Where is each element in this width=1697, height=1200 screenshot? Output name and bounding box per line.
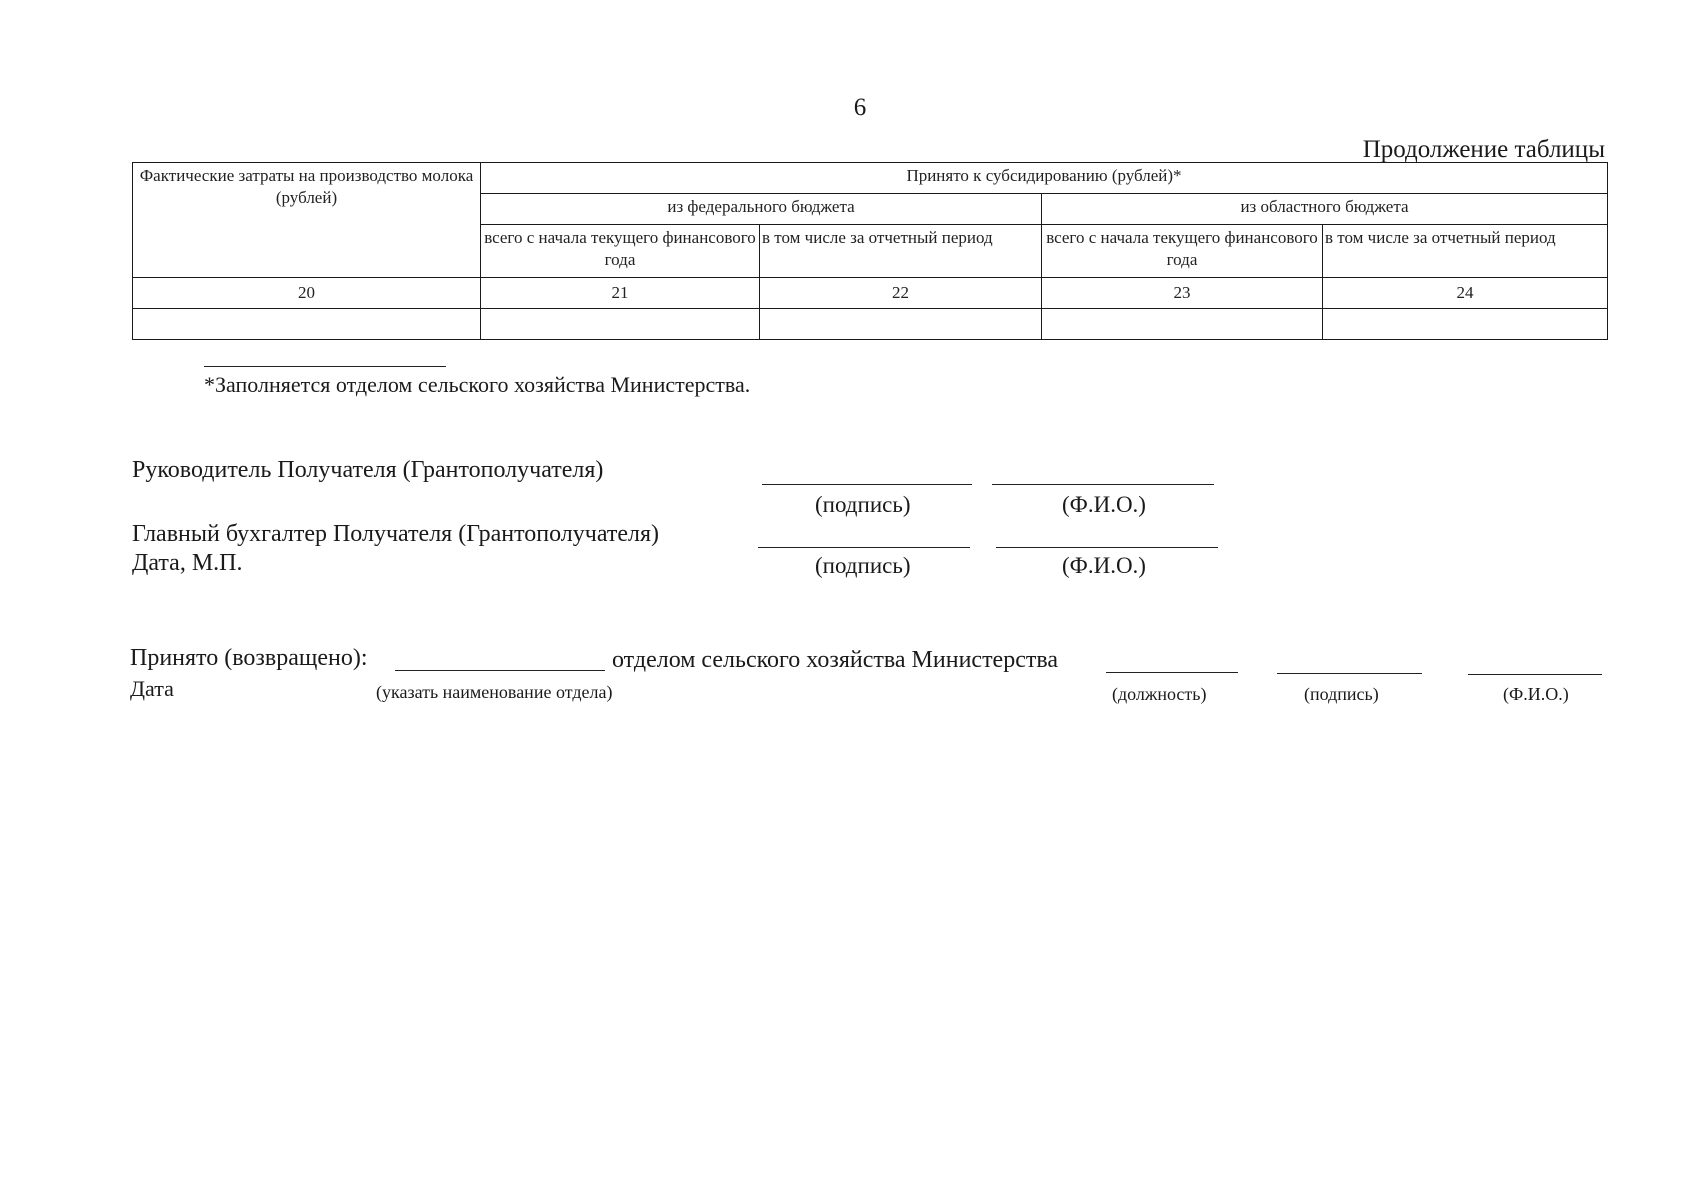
header-accepted-subsidy: Принято к субсидированию (рублей)*: [481, 163, 1608, 194]
accountant-signature-caption: (подпись): [815, 553, 911, 578]
continuation-label: Продолжение таблицы: [1362, 136, 1605, 163]
data-cell[interactable]: [133, 309, 481, 340]
position-caption: (должность): [1112, 684, 1207, 704]
data-cell[interactable]: [1042, 309, 1323, 340]
table-header-row: [133, 163, 1608, 194]
data-cell[interactable]: [481, 309, 760, 340]
footnote-divider: [204, 366, 446, 367]
department-caption: (указать наименование отдела): [376, 682, 613, 702]
accountant-fio-line[interactable]: [996, 547, 1218, 548]
head-signature-caption: (подпись): [815, 492, 911, 517]
head-signature-line[interactable]: [762, 484, 972, 485]
data-cell[interactable]: [760, 309, 1042, 340]
head-fio-caption: (Ф.И.О.): [1062, 492, 1146, 517]
acceptance-signature-caption: (подпись): [1304, 684, 1379, 704]
head-label: Руководитель Получателя (Грантополучателя): [132, 457, 604, 483]
acceptance-middle: отделом сельского хозяйства Министерства: [612, 647, 1059, 673]
position-line[interactable]: [1106, 672, 1238, 673]
column-number: 23: [1042, 278, 1323, 309]
accountant-label: Главный бухгалтер Получателя (Грантополучателя): [132, 521, 659, 547]
column-number: 24: [1323, 278, 1608, 309]
column-number: 20: [133, 278, 481, 309]
date-mp-label: Дата, М.П.: [132, 550, 243, 576]
acceptance-prefix: Принято (возвращено):: [130, 645, 368, 671]
header-federal-total: всего с начала текущего финансового года: [481, 225, 760, 278]
acceptance-fio-line[interactable]: [1468, 674, 1602, 675]
table-row: [133, 309, 1608, 340]
column-number: 21: [481, 278, 760, 309]
column-numbers-row: [133, 278, 1608, 309]
data-cell[interactable]: [1323, 309, 1608, 340]
subsidy-table: [132, 162, 1608, 340]
header-regional-budget: из областного бюджета: [1042, 194, 1608, 225]
acceptance-fio-caption: (Ф.И.О.): [1503, 684, 1569, 704]
header-actual-costs: Фактические затраты на производство молока (рублей): [133, 163, 481, 278]
column-number: 22: [760, 278, 1042, 309]
head-fio-line[interactable]: [992, 484, 1214, 485]
acceptance-signature-line[interactable]: [1277, 673, 1422, 674]
header-regional-period: в том числе за отчетный период: [1323, 225, 1608, 278]
department-line[interactable]: [395, 670, 605, 671]
header-federal-budget: из федерального бюджета: [481, 194, 1042, 225]
header-federal-period: в том числе за отчетный период: [760, 225, 1042, 278]
header-regional-total: всего с начала текущего финансового года: [1042, 225, 1323, 278]
footnote: *Заполняется отделом сельского хозяйства Министерства.: [204, 372, 751, 397]
page-number: 6: [853, 94, 867, 121]
date-label: Дата: [130, 676, 174, 701]
accountant-fio-caption: (Ф.И.О.): [1062, 553, 1146, 578]
accountant-signature-line[interactable]: [758, 547, 970, 548]
